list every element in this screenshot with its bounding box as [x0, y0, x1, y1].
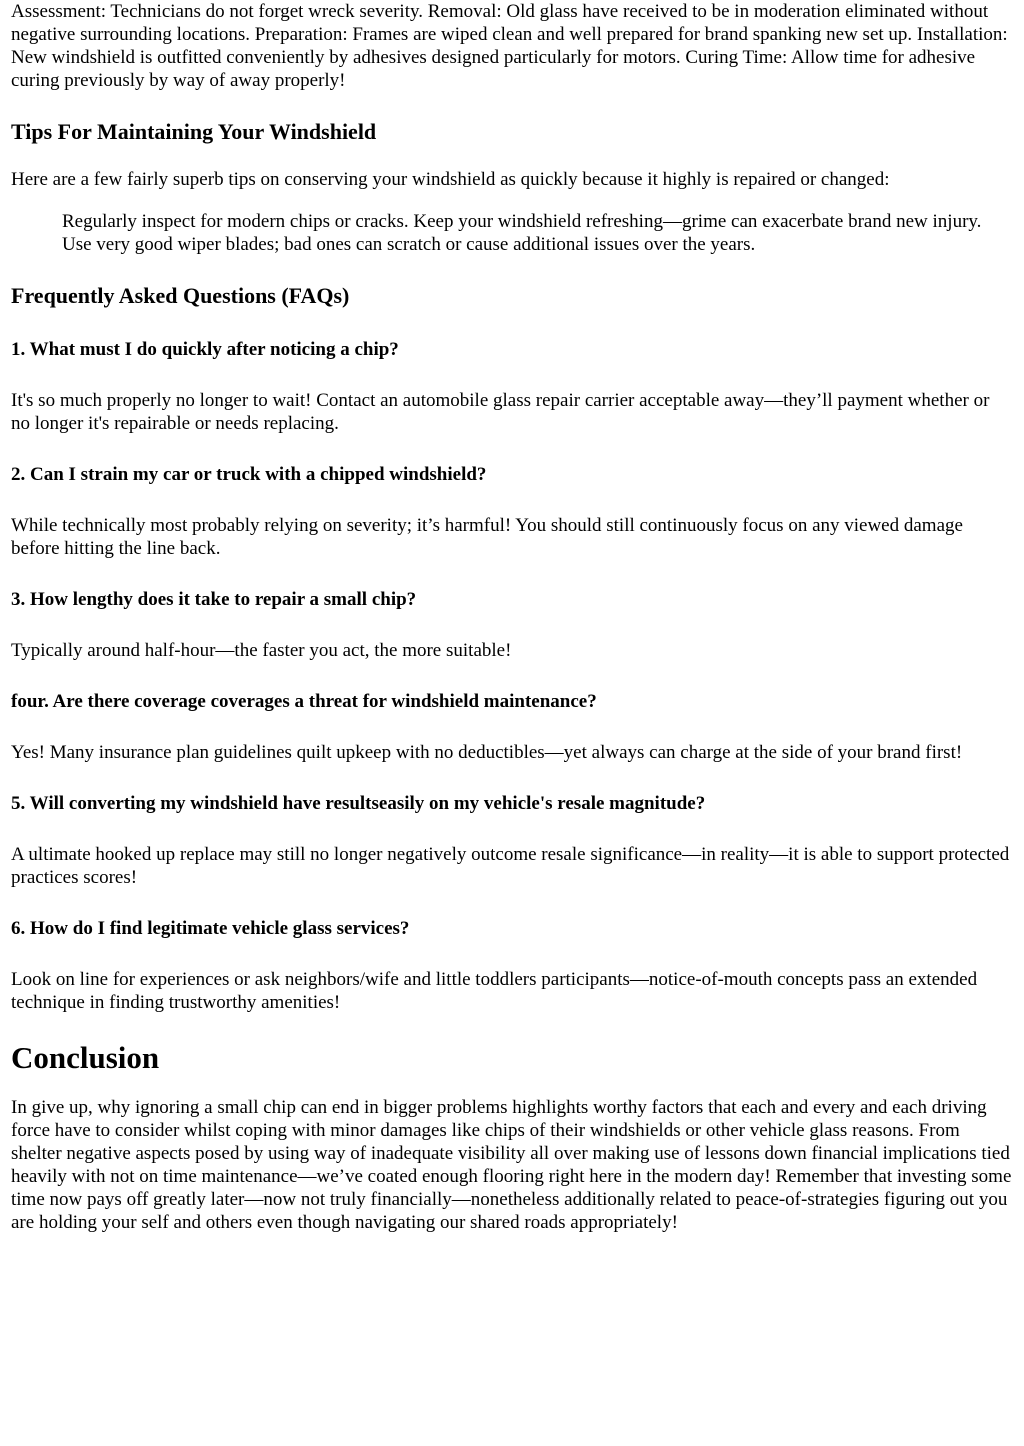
conclusion-paragraph: In give up, why ignoring a small chip can end in bigger problems highlights worthy factors that each and every and each driving force have to consider whilst coping with minor damages like chips of their windshields or other vehicle glass reasons. From shelter negative aspects posed by using way of inadequate visibility all over making use of lessons down financial implications tied heavily with not on time maintenance—we’ve coated enough flooring right here in the modern day! Remember that investing some time now pays off greatly later—now not truly financially—nonetheless additionally related to peace-of-strategies figuring out you are holding your self and others even though navigating our shared roads appropriately! — [11, 1097, 1012, 1233]
faq-question: 5. Will converting my windshield have resultseasily on my vehicle's resale magnitude? — [11, 793, 706, 814]
faq-question: 2. Can I strain my car or truck with a chipped windshield? — [11, 464, 487, 485]
faq-question: 1. What must I do quickly after noticing a chip? — [11, 339, 399, 360]
faq-answer: Look on line for experiences or ask neighbors/wife and little toddlers participants—notice-of-mouth concepts pass an extended technique in finding trustworthy amenities! — [11, 969, 978, 1013]
tips-intro-paragraph: Here are a few fairly superb tips on conserving your windshield as quickly because it highly is repaired or changed: — [11, 169, 890, 190]
faqs-heading: Frequently Asked Questions (FAQs) — [11, 283, 350, 308]
faq-answer: Typically around half-hour—the faster you act, the more suitable! — [11, 640, 512, 661]
faq-question: 6. How do I find legitimate vehicle glass services? — [11, 918, 410, 939]
conclusion-heading: Conclusion — [11, 1040, 160, 1075]
faq-question: 3. How lengthy does it take to repair a small chip? — [11, 589, 417, 610]
faq-question: four. Are there coverage coverages a threat for windshield maintenance? — [11, 691, 597, 712]
faq-answer: It's so much properly no longer to wait! Contact an automobile glass repair carrier acceptable away—they’ll payment whether or no longer it's repairable or needs replacing. — [11, 390, 990, 434]
intro-paragraph: Assessment: Technicians do not forget wreck severity. Removal: Old glass have received to be in moderation eliminated without negative surrounding locations. Preparation: Frames are wiped clean and well prepared for brand spanking new set up. Installation: New windshield is outfitted conveniently by adhesives designed particularly for motors. Curing Time: Allow time for adhesive curing previously by way of away properly! — [11, 1, 1008, 91]
tips-blockquote: Regularly inspect for modern chips or cracks. Keep your windshield refreshing—grime can exacerbate brand new injury. Use very good wiper blades; bad ones can scratch or cause additional issues over the years. — [62, 211, 982, 255]
faq-answer: A ultimate hooked up replace may still no longer negatively outcome resale significance—in reality—it is able to support protected practices scores! — [11, 844, 1010, 888]
tips-heading: Tips For Maintaining Your Windshield — [11, 119, 377, 144]
faq-answer: While technically most probably relying on severity; it’s harmful! You should still continuously focus on any viewed damage before hitting the line back. — [11, 515, 963, 559]
faq-answer: Yes! Many insurance plan guidelines quilt upkeep with no deductibles—yet always can charge at the side of your brand first! — [11, 742, 963, 763]
